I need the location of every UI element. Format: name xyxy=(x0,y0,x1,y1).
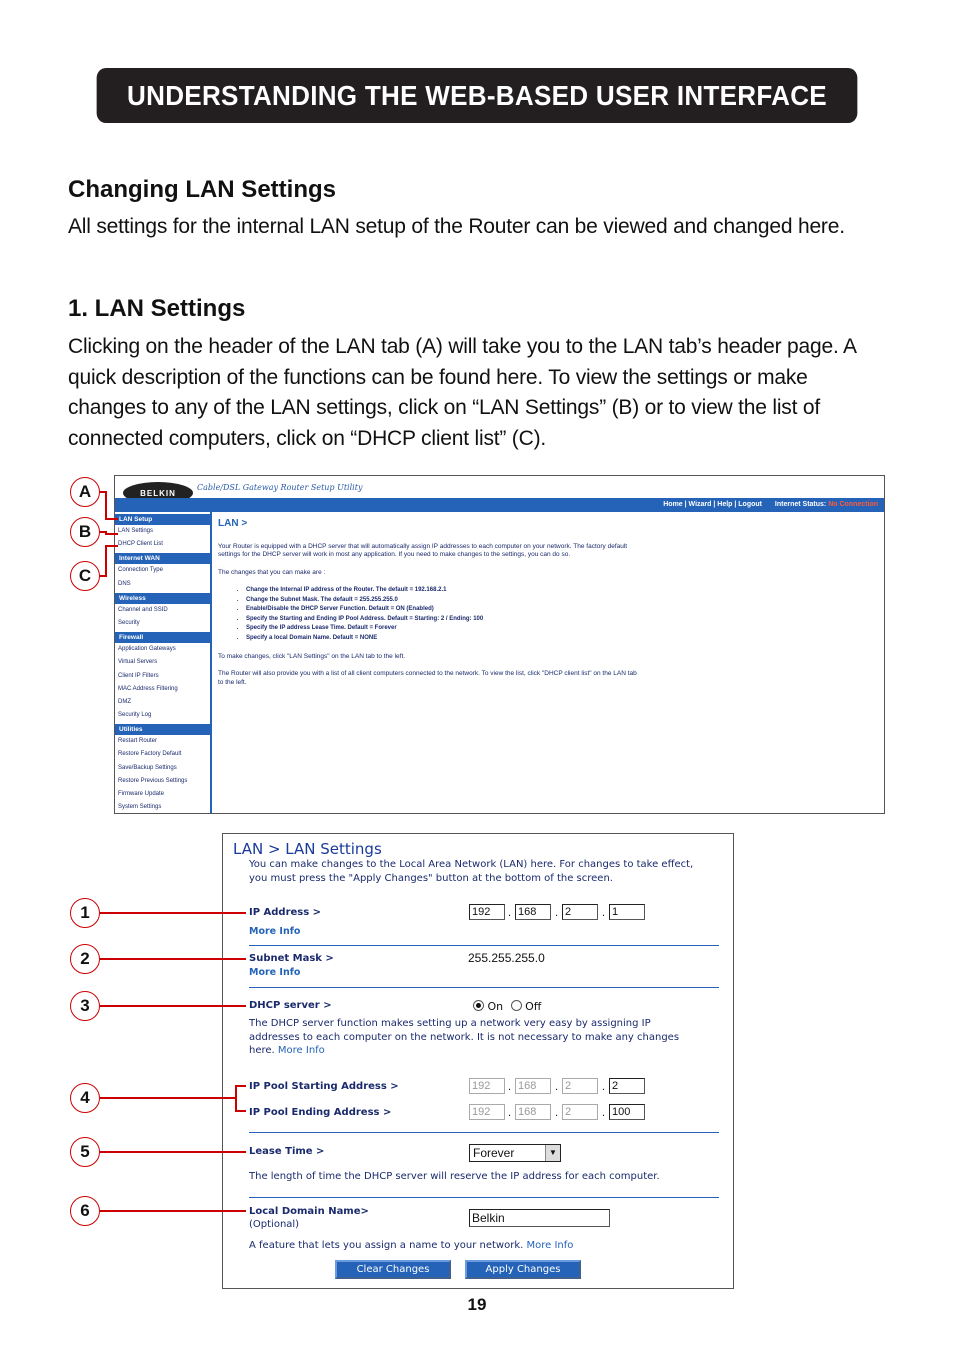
pool-start-octet-4[interactable]: 2 xyxy=(609,1078,645,1094)
sidebar-item[interactable]: Security Log xyxy=(118,712,152,719)
divider xyxy=(249,945,719,946)
router-header xyxy=(115,476,885,512)
domain-more-info-link[interactable]: More Info xyxy=(526,1240,574,1251)
make-changes-note: To make changes, click "LAN Settings" on the LAN tab to the left. xyxy=(218,652,406,660)
pool-end-octet-2: 168 xyxy=(515,1104,551,1120)
pool-end-octet-4[interactable]: 100 xyxy=(609,1104,645,1120)
sidebar-section-header[interactable]: Firewall xyxy=(115,632,210,643)
callout-b: B xyxy=(70,517,100,547)
callout-3: 3 xyxy=(70,991,100,1021)
sidebar-item[interactable]: Firmware Update xyxy=(118,791,165,797)
sidebar-item[interactable]: Channel and SSID xyxy=(118,606,168,613)
sidebar-item[interactable]: DMZ xyxy=(118,698,131,705)
domain-optional-label: (Optional) xyxy=(249,1219,300,1230)
domain-name-input[interactable]: Belkin xyxy=(469,1209,610,1227)
client-list-note: The Router will also provide you with a list of all client computers connected to the network. To view the list, click "DHCP client list" on the LAN tab to the left. xyxy=(218,670,637,686)
belkin-logo: BELKIN xyxy=(123,482,193,504)
dhcp-server-label: DHCP server > xyxy=(249,1000,332,1011)
ip-octet-4[interactable]: 1 xyxy=(609,904,645,920)
change-list-item: • Specify a local Domain Name. Default = NONE xyxy=(246,634,878,644)
callout-5-line xyxy=(100,1151,246,1153)
page-number: 19 xyxy=(467,1295,487,1314)
pool-start-octet-1: 192 xyxy=(469,1078,505,1094)
ip-octet-1[interactable]: 192 xyxy=(469,904,505,920)
chevron-down-icon[interactable]: ▼ xyxy=(545,1145,560,1161)
callout-2: 2 xyxy=(70,944,100,974)
section-intro: All settings for the internal LAN setup of the Router can be viewed and changed here. xyxy=(68,215,845,238)
dhcp-off-label: Off xyxy=(525,1000,542,1013)
banner-title: UNDERSTANDING THE WEB-BASED USER INTERFACE xyxy=(127,79,827,111)
page-banner xyxy=(97,68,858,123)
status-value: No Connection xyxy=(828,501,878,508)
callout-c: C xyxy=(70,561,100,591)
utility-title: Cable/DSL Gateway Router Setup Utility xyxy=(197,483,363,492)
sidebar-item[interactable]: Connection Type xyxy=(118,567,163,574)
apply-changes-button[interactable]: Apply Changes xyxy=(465,1260,581,1279)
dhcp-more-info-link[interactable]: More Info xyxy=(277,1045,325,1056)
sidebar-item[interactable]: Restore Previous Settings xyxy=(118,777,188,784)
dhcp-on-label: On xyxy=(487,1000,504,1013)
callout-4-line xyxy=(100,1097,236,1099)
callout-c-line xyxy=(105,545,107,577)
change-list-item: • Enable/Disable the DHCP Server Function. Default = ON (Enabled) xyxy=(246,605,878,615)
callout-6-line xyxy=(100,1210,246,1212)
change-list-item: • Change the Subnet Mask. The default = 255.255.255.0 xyxy=(246,596,878,606)
sidebar-section-header[interactable]: LAN Setup xyxy=(115,514,210,525)
lan-overview-content xyxy=(218,520,878,696)
pool-start-octet-2: 168 xyxy=(515,1078,551,1094)
sidebar-section-header[interactable]: Wireless xyxy=(115,593,210,604)
sidebar-item[interactable]: DHCP Client List xyxy=(118,541,163,548)
sidebar-item[interactable]: MAC Address Filtering xyxy=(118,685,178,692)
divider xyxy=(249,987,719,988)
divider xyxy=(249,1132,719,1133)
changes-list xyxy=(218,586,878,644)
sidebar-item[interactable]: LAN Settings xyxy=(118,528,154,534)
lease-time-value: Forever xyxy=(473,1146,515,1160)
lease-time-label: Lease Time > xyxy=(249,1146,325,1157)
ip-octet-3[interactable]: 2 xyxy=(562,904,598,920)
lease-time-description: The length of time the DHCP server will reserve the IP address for each computer. xyxy=(249,1171,660,1182)
pool-end-octet-1: 192 xyxy=(469,1104,505,1120)
pool-end-octet-3: 2 xyxy=(562,1104,598,1120)
overview-paragraph: Your Router is equipped with a DHCP server that will automatically assign IP addresses to each computer on your network. The factory default settings for the DHCP server will work in most any application. If you need to make changes to the settings, you can do so. xyxy=(218,542,628,558)
callout-4-line xyxy=(235,1110,246,1112)
ip-more-info-link[interactable]: More Info xyxy=(249,926,301,937)
sidebar-item[interactable]: Save/Backup Settings xyxy=(118,764,177,771)
callout-6: 6 xyxy=(70,1196,100,1226)
top-nav-bar xyxy=(115,498,885,512)
sidebar-section-header[interactable]: Internet WAN xyxy=(115,553,210,564)
dhcp-on-radio[interactable] xyxy=(473,1000,484,1011)
ip-address-label: IP Address > xyxy=(249,907,322,918)
pool-start-octet-3: 2 xyxy=(562,1078,598,1094)
change-list-item: • Change the Internal IP address of the Router. The default = 192.168.2.1 xyxy=(246,586,878,596)
subnet-mask-value: 255.255.255.0 xyxy=(468,951,545,965)
subsection-body: Clicking on the header of the LAN tab (A) will take you to the LAN tab’s header page. A quick description of the functions can be found here. To view the settings or make changes to any of the LAN settings, click on “LAN Settings” (B) or to view the list of connected computers, click on “DHCP client list” (C). xyxy=(68,335,856,450)
callout-4: 4 xyxy=(70,1083,100,1113)
dhcp-off-radio[interactable] xyxy=(511,1000,522,1011)
change-list-item: • Specify the Starting and Ending IP Pool Address. Default = Starting: 2 / Ending: 100 xyxy=(246,615,878,625)
callout-a-line xyxy=(105,491,107,519)
domain-description: A feature that lets you assign a name to your network. More Info xyxy=(249,1240,574,1251)
sidebar-item[interactable]: DNS xyxy=(118,580,131,587)
dhcp-radio-group xyxy=(473,1000,541,1013)
lan-settings-screenshot: LAN > LAN Settings You can make changes to the Local Area Network (LAN) here. For changes to take effect, you must press the "Apply Changes" button at the bottom of the screen. IP Address > More Info 192 . 168 . 2 . 1 Subnet Mask > More Info 255.255.255.0 DHCP server > On Off The DHCP server function makes setting up a network very easy by assigning IP addresses to each computer on the network. It is not necessary to make any changes here. More Info IP Pool Starting Address > 192 . 168 . 2 . 2 IP Pool Ending Address > 192 . 168 . 2 . 100 Lease Time > Forever ▼ The length of time the DHCP server will reserve the IP address for each computer. Local Domain Name> (Optional) Belkin A feature that lets you assign a name to your network. More Info Clear Changes Apply Changes xyxy=(222,833,734,1289)
domain-name-label: Local Domain Name> xyxy=(249,1206,369,1217)
ip-octet-2[interactable]: 168 xyxy=(515,904,551,920)
callout-1: 1 xyxy=(70,898,100,928)
lan-overview-screenshot xyxy=(114,475,885,814)
subsection-heading: 1. LAN Settings xyxy=(68,295,246,322)
lan-page-title: LAN > xyxy=(218,518,248,529)
sidebar-section-header[interactable]: Utilities xyxy=(115,724,210,735)
callout-4-line xyxy=(235,1085,246,1087)
internet-status: Internet Status: No Connection xyxy=(774,501,878,508)
callout-a-line xyxy=(105,518,118,520)
sidebar-item[interactable]: Virtual Servers xyxy=(118,659,158,666)
changes-intro: The changes that you can make are : xyxy=(218,568,326,576)
callout-4-line xyxy=(235,1085,237,1112)
subnet-mask-label: Subnet Mask > xyxy=(249,953,334,964)
sidebar-item[interactable]: Security xyxy=(118,619,140,626)
router-sidebar xyxy=(115,512,212,814)
callout-3-line xyxy=(100,1005,246,1007)
section-heading: Changing LAN Settings xyxy=(68,176,336,203)
sidebar-item[interactable]: Client IP Filters xyxy=(118,672,159,679)
lan-settings-title: LAN > LAN Settings xyxy=(233,840,382,858)
lan-settings-intro: You can make changes to the Local Area Network (LAN) here. For changes to take effect, you must press the "Apply Changes" button at the bottom of the screen. xyxy=(249,859,694,884)
lease-time-select[interactable] xyxy=(469,1144,561,1162)
callout-a: A xyxy=(70,477,100,507)
top-nav-links[interactable]: Home | Wizard | Help | Logout xyxy=(663,501,762,508)
callout-5: 5 xyxy=(70,1137,100,1167)
callout-2-line xyxy=(100,958,246,960)
sidebar-item[interactable]: Application Gateways xyxy=(118,646,176,653)
sidebar-item[interactable]: Restart Router xyxy=(118,738,158,745)
subnet-more-info-link[interactable]: More Info xyxy=(249,967,301,978)
clear-changes-button[interactable]: Clear Changes xyxy=(335,1260,451,1279)
sidebar-item[interactable]: Restore Factory Default xyxy=(118,751,182,758)
change-list-item: • Specify the IP address Lease Time. Default = Forever xyxy=(246,624,878,634)
pool-start-label: IP Pool Starting Address > xyxy=(249,1081,399,1092)
pool-end-label: IP Pool Ending Address > xyxy=(249,1107,392,1118)
callout-b-line xyxy=(105,533,118,535)
sidebar-item[interactable]: System Settings xyxy=(118,804,162,811)
divider xyxy=(249,1197,719,1198)
callout-1-line xyxy=(100,912,246,914)
callout-c-line xyxy=(105,545,118,547)
dhcp-description: The DHCP server function makes setting up a network very easy by assigning IP addresses to each computer on the network. It is not necessary to make any changes here. More Info xyxy=(249,1018,680,1056)
